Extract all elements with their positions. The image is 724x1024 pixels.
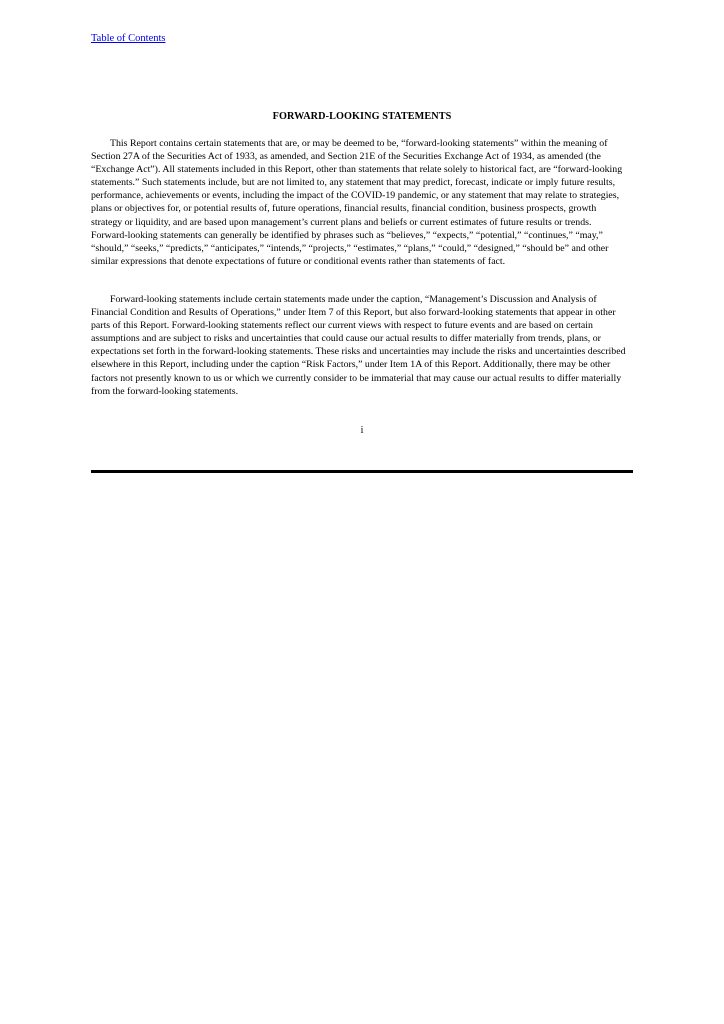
table-of-contents-link[interactable]: Table of Contents xyxy=(91,33,166,44)
page-divider xyxy=(91,470,633,473)
paragraph-forward-looking-definition: This Report contains certain statements that are, or may be deemed to be, “forward-looking statements” within the meaning of Section 27A of the Securities Act of 1933, as amended, and Section 21E of the Securities Exchange Act of 1934, as amended (the “Exchange Act”). All statements included in this Report, other than statements that relate solely to historical fact, are “forward-looking statements.” Such statements include, but are not limited to, any statement that may predict, forecast, indicate or imply future results, performance, achievements or events, including the impact of the COVID-19 pandemic, or any statement that may relate to strategies, plans or objectives for, or potential results of, future operations, financial results, financial condition, business prospects, growth strategy or liquidity, and are based upon management’s current plans and beliefs or current estimates of future results or trends. Forward-looking statements can generally be identified by phrases such as “believes,” “expects,” “potential,” “continues,” “may,” “should,” “seeks,” “predicts,” “anticipates,” “intends,” “projects,” “estimates,” “plans,” “could,” “designed,” “should be” and other similar expressions that denote expectations of future or conditional events rather than statements of fact. xyxy=(91,138,623,267)
page-number: i xyxy=(360,425,364,436)
section-title: FORWARD-LOOKING STATEMENTS xyxy=(272,111,452,122)
paragraph-forward-looking-scope: Forward-looking statements include certain statements made under the caption, “Management’s Discussion and Analysis of Financial Condition and Results of Operations,” under Item 7 of this Report, but also forward-looking statements that appear in other parts of this Report. Forward-looking statements reflect our current views with respect to future events and are based on certain assumptions and are subject to risks and uncertainties that could cause our actual results to differ materially from trends, plans, or expectations set forth in the forward-looking statements. These risks and uncertainties may include the risks and uncertainties described elsewhere in this Report, including under the caption “Risk Factors,” under Item 1A of this Report. Additionally, there may be other factors not presently known to us or which we currently consider to be immaterial that may cause our actual results to differ materially from the forward-looking statements. xyxy=(91,294,626,397)
